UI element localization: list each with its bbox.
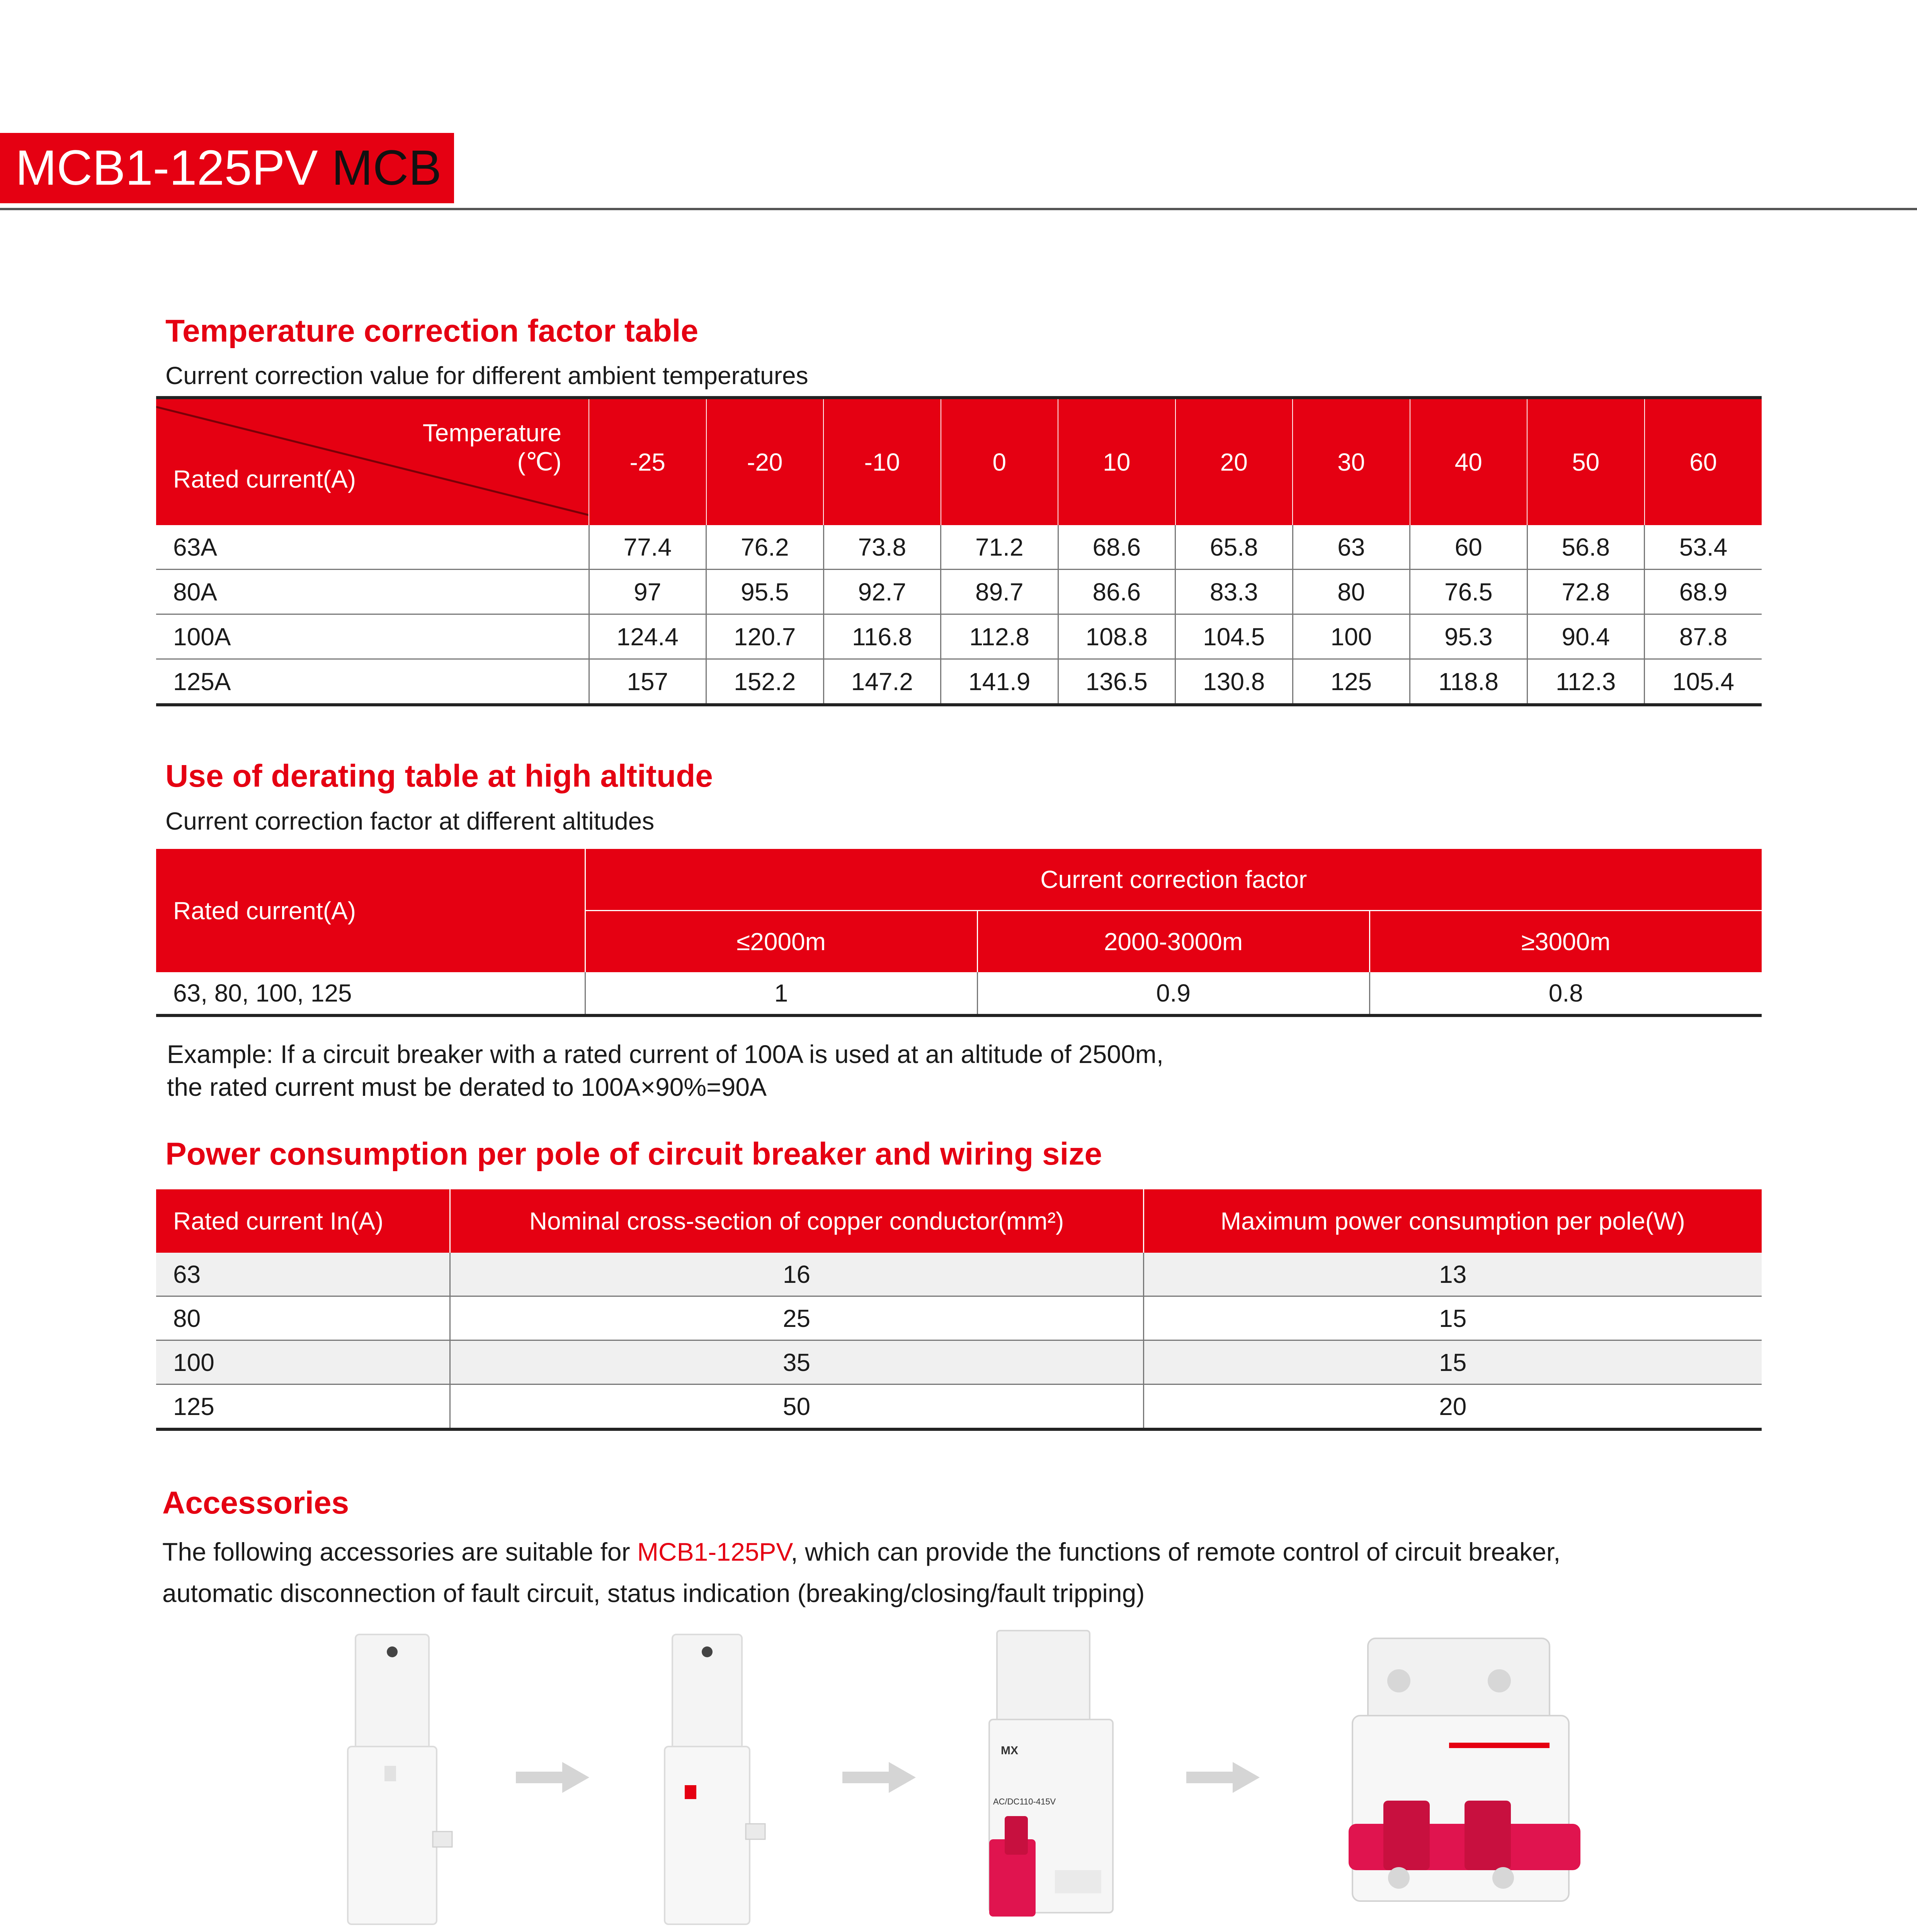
table-cell: 65.8: [1175, 525, 1293, 570]
table-cell: 80: [1293, 570, 1410, 614]
table-cell: 25: [450, 1296, 1143, 1340]
table-cell: 104.5: [1175, 614, 1293, 659]
temp-header: 10: [1058, 398, 1175, 525]
table-cell: 83.3: [1175, 570, 1293, 614]
table-cell: 125: [1293, 659, 1410, 705]
table-row: [156, 1253, 1762, 1296]
example-line-2: the rated current must be derated to 100A×90%=90A: [167, 1073, 767, 1101]
table-row: [156, 570, 1762, 614]
altitude-col-header: ≤2000m: [585, 911, 977, 973]
table-row: [156, 525, 1762, 570]
table-cell: 63: [156, 1253, 450, 1296]
table-cell: 53.4: [1645, 525, 1762, 570]
table-cell: 71.2: [941, 525, 1058, 570]
table-cell: 16: [450, 1253, 1143, 1296]
arrow-right-icon: [516, 1762, 589, 1793]
example-line-1: Example: If a circuit breaker with a rated current of 100A is used at an altitude of 2500m,: [167, 1040, 1164, 1068]
row-label: 125A: [156, 659, 589, 705]
table-cell: 100: [1293, 614, 1410, 659]
sd-accessory-image: [657, 1631, 773, 1932]
power-col-header: Maximum power consumption per pole(W): [1143, 1189, 1762, 1253]
row-label: 100A: [156, 614, 589, 659]
table-cell: 125: [173, 1392, 214, 1420]
power-table-title: Power consumption per pole of circuit breaker and wiring size: [165, 1136, 1102, 1172]
of-accessory-image: [340, 1631, 464, 1932]
power-consumption-table: [156, 1189, 1762, 1431]
table-cell: 13: [1143, 1253, 1762, 1296]
temp-header: -25: [589, 398, 706, 525]
temp-header: 60: [1645, 398, 1762, 525]
table-cell: 157: [589, 659, 706, 705]
power-col-header: Rated current In(A): [156, 1189, 450, 1253]
table-cell: 141.9: [941, 659, 1058, 705]
accessories-intro-line-1: [162, 1537, 1560, 1566]
row-label: 63A: [156, 525, 589, 570]
temp-header: 0: [941, 398, 1058, 525]
table-cell: 100: [156, 1340, 450, 1384]
corner-header: [156, 398, 589, 525]
page-title: [15, 133, 442, 203]
table-cell: 116.8: [823, 614, 941, 659]
temp-table-subtitle: Current correction value for different ambient temperatures: [165, 362, 808, 389]
table-cell: 68.9: [1645, 570, 1762, 614]
title-sub: MCB: [332, 140, 442, 196]
table-cell: 86.6: [1058, 570, 1175, 614]
table-cell: 68.6: [1058, 525, 1175, 570]
table-cell: 89.7: [941, 570, 1058, 614]
table-cell: 105.4: [1645, 659, 1762, 705]
altitude-table-subtitle: Current correction factor at different altitudes: [165, 807, 655, 835]
table-cell: 80: [156, 1296, 450, 1340]
mcb-breaker-image: [1337, 1623, 1592, 1924]
temperature-correction-table: [156, 396, 1762, 706]
temp-header: 50: [1527, 398, 1645, 525]
table-cell: 76.5: [1410, 570, 1527, 614]
table-cell: 15: [1143, 1296, 1762, 1340]
accessories-title: Accessories: [162, 1485, 349, 1520]
temp-header: 20: [1175, 398, 1293, 525]
table-row: [156, 1340, 1762, 1384]
table-cell: 147.2: [823, 659, 941, 705]
temp-header: -20: [706, 398, 824, 525]
altitude-group-header: Current correction factor: [585, 849, 1762, 911]
table-cell: 118.8: [1410, 659, 1527, 705]
mx-label: MX: [1001, 1744, 1018, 1757]
table-cell: 77.4: [589, 525, 706, 570]
table-cell: 63: [1293, 525, 1410, 570]
table-cell: 130.8: [1175, 659, 1293, 705]
table-cell: 0.9: [977, 972, 1369, 1015]
table-row: [156, 972, 1762, 1015]
accessories-intro-line-2: automatic disconnection of fault circuit, status indication (breaking/closing/fault tripping): [162, 1579, 1145, 1607]
table-cell: 56.8: [1527, 525, 1645, 570]
table-cell: 72.8: [1527, 570, 1645, 614]
table-cell: 112.8: [941, 614, 1058, 659]
table-cell: 87.8: [1645, 614, 1762, 659]
table-cell: 92.7: [823, 570, 941, 614]
row-label: 80A: [156, 570, 589, 614]
table-cell: 120.7: [706, 614, 824, 659]
table-row: [156, 614, 1762, 659]
arrow-right-icon: [842, 1762, 916, 1793]
temp-table-title: Temperature correction factor table: [165, 313, 699, 349]
table-cell: 50: [450, 1384, 1143, 1430]
mx-voltage: AC/DC110-415V: [993, 1797, 1056, 1806]
table-cell: 1: [585, 972, 977, 1015]
title-main: MCB1-125PV: [15, 140, 318, 196]
row-label: 63, 80, 100, 125: [173, 979, 352, 1007]
temp-header: 40: [1410, 398, 1527, 525]
table-cell: 152.2: [706, 659, 824, 705]
corner-unit-label: (℃): [517, 448, 561, 476]
table-cell: 76.2: [706, 525, 824, 570]
temp-header: -10: [823, 398, 941, 525]
mx-shunt-release-image: [974, 1623, 1136, 1924]
corner-rated-current-label: Rated current(A): [173, 465, 356, 493]
table-cell: 73.8: [823, 525, 941, 570]
table-row: [156, 1384, 1762, 1430]
altitude-col-header: ≥3000m: [1369, 911, 1762, 973]
table-cell: 0.8: [1369, 972, 1762, 1015]
table-cell: 95.3: [1410, 614, 1527, 659]
altitude-row-header: Rated current(A): [156, 849, 585, 972]
intro-text-after: , which can provide the functions of remote control of circuit breaker,: [791, 1537, 1561, 1566]
corner-temperature-label: Temperature: [422, 419, 561, 447]
table-cell: 60: [1410, 525, 1527, 570]
altitude-col-header: 2000-3000m: [977, 911, 1369, 973]
table-cell: 112.3: [1527, 659, 1645, 705]
table-cell: 97: [589, 570, 706, 614]
table-cell: 20: [1143, 1384, 1762, 1430]
table-row: [156, 659, 1762, 705]
table-cell: 90.4: [1527, 614, 1645, 659]
altitude-derating-table: [156, 849, 1762, 1017]
table-cell: 136.5: [1058, 659, 1175, 705]
temp-header: 30: [1293, 398, 1410, 525]
table-cell: 95.5: [706, 570, 824, 614]
altitude-table-title: Use of derating table at high altitude: [165, 759, 713, 794]
intro-highlight: MCB1-125PV: [637, 1537, 791, 1566]
table-cell: 15: [1143, 1340, 1762, 1384]
header-rule: [0, 208, 1917, 210]
arrow-right-icon: [1186, 1762, 1260, 1793]
intro-text: The following accessories are suitable for: [162, 1537, 637, 1566]
table-cell: 124.4: [589, 614, 706, 659]
table-row: [156, 1296, 1762, 1340]
power-col-header: Nominal cross-section of copper conductor(mm²): [450, 1189, 1143, 1253]
table-cell: 108.8: [1058, 614, 1175, 659]
table-cell: 35: [450, 1340, 1143, 1384]
